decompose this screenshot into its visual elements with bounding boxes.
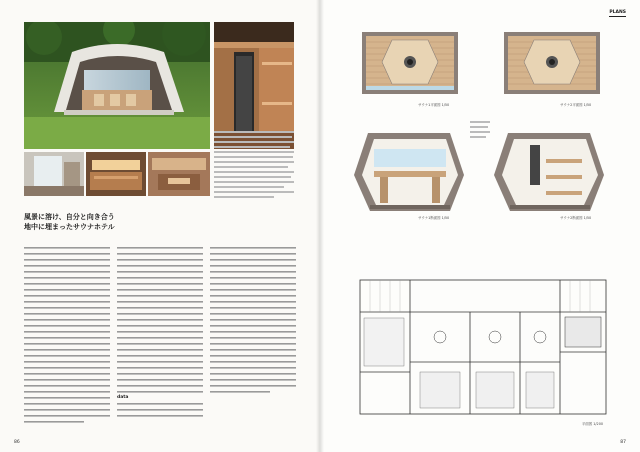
sauna-section-2: [490, 115, 610, 215]
right-page: [320, 0, 640, 452]
floor-plan-label: 平面図 1/200: [582, 422, 604, 426]
spine-shadow: [316, 0, 324, 452]
plan-label-1: サウナ1平面図 1/50: [418, 103, 450, 107]
page-number-right: 87: [620, 440, 626, 445]
sauna-section-1: [350, 115, 470, 215]
data-label: data: [117, 395, 129, 400]
body-text: [24, 245, 296, 430]
article-headline: [24, 212, 115, 232]
interior-photo-1: [24, 152, 84, 196]
plan-label-2: サウナ2平面図 1/50: [560, 103, 592, 107]
sauna-plan-1: [348, 26, 472, 102]
interior-photo-3: [148, 152, 210, 196]
page-number-left: 86: [14, 440, 20, 445]
sauna-plan-2: [490, 26, 614, 102]
interior-photo-2: [86, 152, 146, 196]
photo-caption: [214, 128, 296, 198]
section-label-2: サウナ2断面図 1/50: [560, 216, 592, 220]
body-text-lines: [24, 245, 296, 430]
headline-line-2: 地中に埋まったサウナホテル: [24, 222, 115, 231]
plans-label: PLANS: [609, 10, 626, 15]
section-label-1: サウナ1断面図 1/50: [418, 216, 450, 220]
section-notes: [470, 118, 492, 138]
hero-photo: [24, 22, 210, 149]
headline-line-1: 風景に溶け、自分と向き合う: [24, 212, 115, 221]
floor-plan: [350, 272, 616, 422]
